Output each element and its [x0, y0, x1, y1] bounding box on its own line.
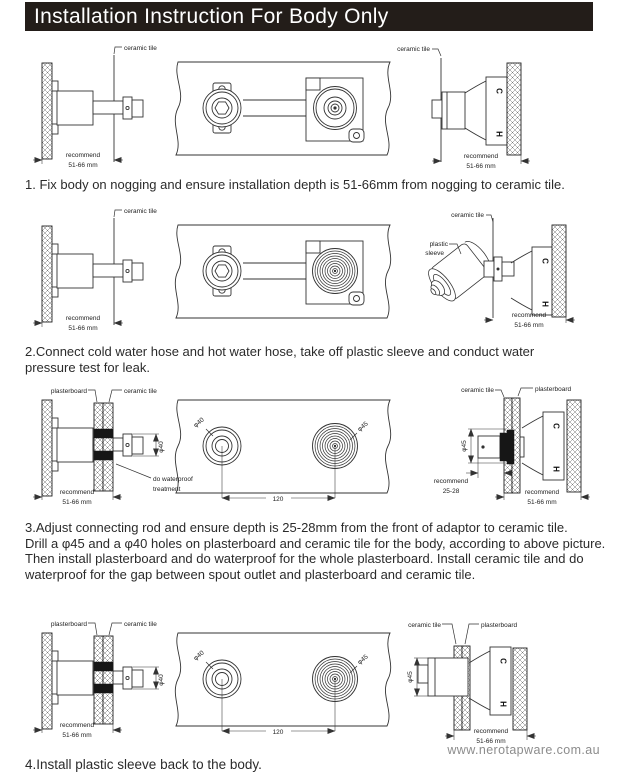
step1-diagram [0, 40, 617, 175]
waterproof-label: treatment [153, 486, 181, 493]
step3-caption-line1: 3.Adjust connecting rod and ensure depth is 25-28mm from the front of adaptor to ceramic tile. [25, 520, 568, 535]
plasterboard-label: plasterboard [481, 622, 518, 629]
right-side-view [397, 46, 530, 170]
ceramic-tile-label: ceramic tile [461, 387, 494, 394]
recommend-label: recommend [59, 489, 95, 496]
plastic-sleeve-label: plastic [429, 241, 448, 248]
ceramic-tile-label: ceramic tile [451, 212, 484, 219]
dia-45-label: φ45 [461, 440, 468, 452]
ceramic-tile-label: ceramic tile [408, 622, 441, 629]
depth-51-66-label: 51-66 mm [466, 163, 496, 170]
dia-40-label: φ40 [192, 416, 206, 430]
depth-25-28-label: 25-28 [442, 488, 460, 495]
website-url: www.nerotapware.com.au [447, 743, 600, 757]
depth-51-66-label: 51-66 mm [527, 499, 557, 506]
depth-51-66-label: 51-66 mm [62, 499, 92, 506]
recommend-label: recommend [473, 728, 509, 735]
step2-diagram [0, 203, 617, 343]
ceramic-tile-label: ceramic tile [397, 46, 430, 53]
step3-caption-line2: Drill a φ45 and a φ40 holes on plasterboard and ceramic tile for the body, according to above picture. Then install plasterboard and do waterproof for the whole plasterboard. Install ceramic tile and do waterproof for the gap between spout outlet and plasterboard and ceramic tile. [25, 535, 606, 582]
recommend-label: recommend [463, 153, 499, 160]
step2-caption: 2.Connect cold water hose and hot water hose, take off plastic sleeve and conduct water pressure test for leak. [25, 344, 535, 375]
ceramic-tile-label: ceramic tile [124, 388, 157, 395]
spacing-120-label: 120 [272, 496, 284, 503]
right-side-view [407, 622, 536, 745]
step3-caption [25, 520, 607, 582]
plasterboard-label: plasterboard [50, 388, 87, 395]
waterproof-label: do waterproof [153, 476, 193, 483]
step4-caption: 4.Install plastic sleeve back to the body. [25, 757, 262, 772]
recommend-label: recommend [524, 489, 560, 496]
dia-45-label: φ45 [407, 671, 414, 683]
right-side-view [434, 386, 590, 506]
page-title: Installation Instruction For Body Only [25, 2, 593, 31]
step3-diagram [0, 383, 617, 518]
plasterboard-label: plasterboard [535, 386, 572, 393]
waterproof-note [116, 464, 193, 493]
depth-51-66-label: 51-66 mm [476, 738, 506, 745]
dia-40-label: φ40 [158, 441, 165, 453]
plastic-sleeve-label: sleeve [425, 250, 444, 257]
dia-45-label: φ45 [356, 420, 370, 434]
mixer-body-front [314, 87, 357, 130]
recommend-label: recommend [433, 478, 469, 485]
step1-caption: 1. Fix body on nogging and ensure installation depth is 51-66mm from nogging to ceramic tile. [25, 177, 565, 192]
recommend-label: recommend [511, 312, 547, 319]
depth-51-66-label: 51-66 mm [514, 322, 544, 329]
step3-common-views [33, 388, 391, 506]
step4-diagram [0, 616, 617, 760]
